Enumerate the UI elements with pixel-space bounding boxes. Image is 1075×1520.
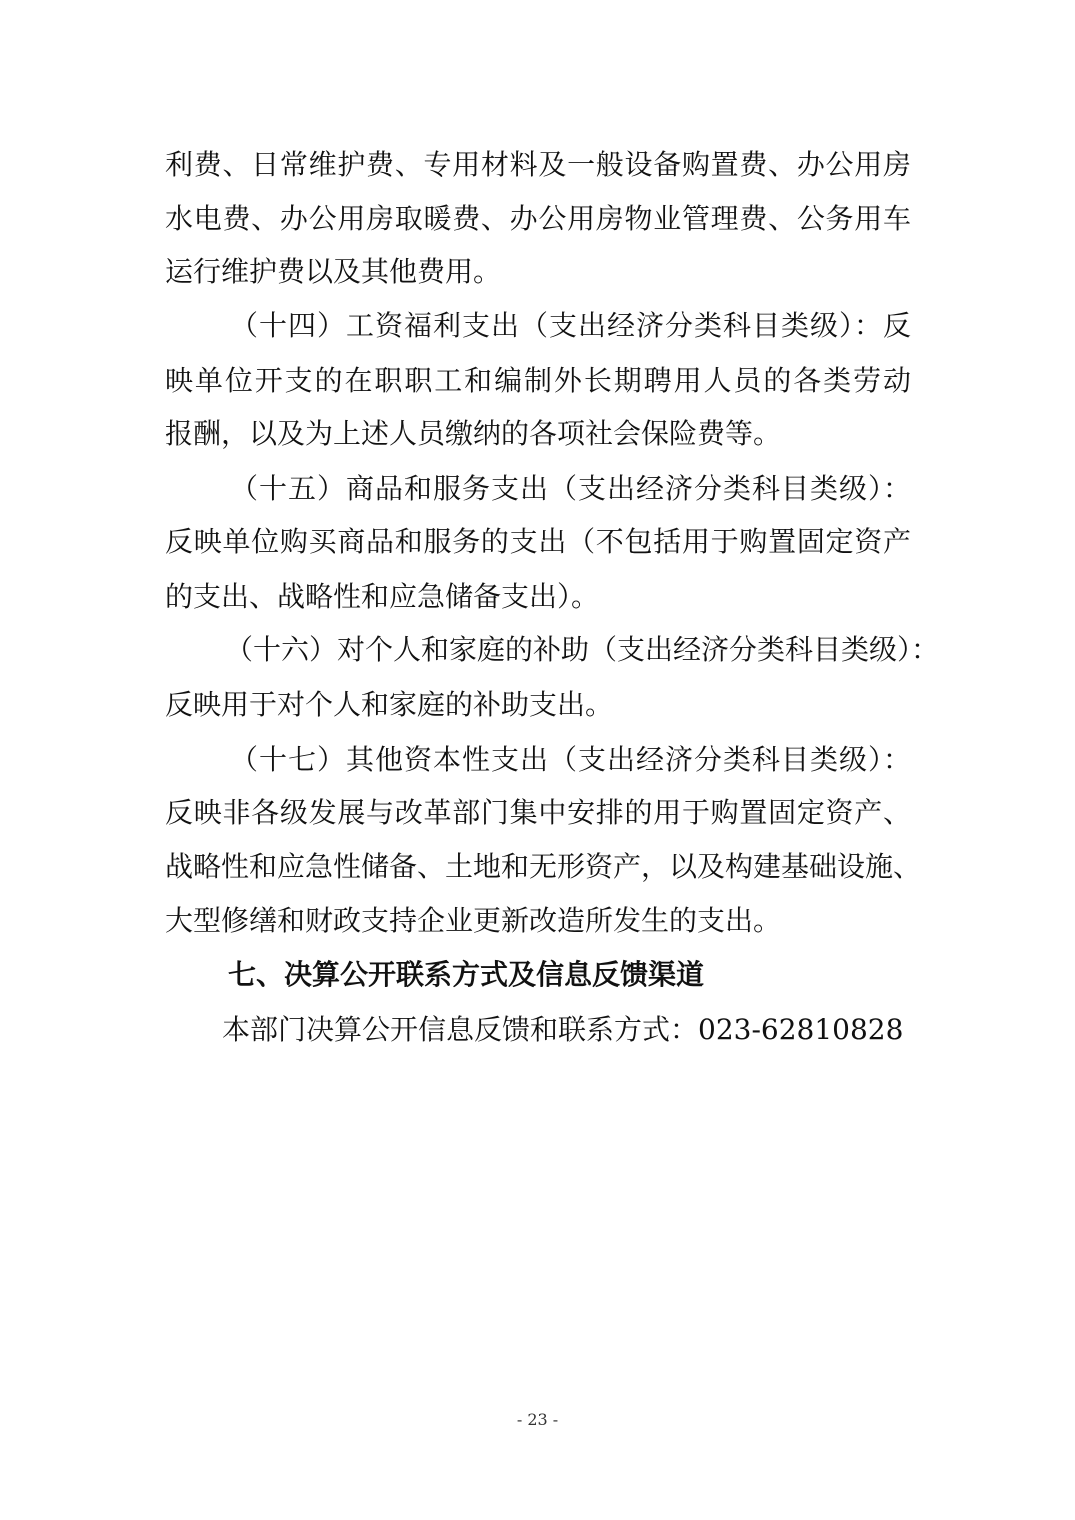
body-text-line: （十六）对个人和家庭的补助（支出经济分类科目类级）： — [225, 633, 940, 666]
body-text-line: 水电费、办公用房取暖费、办公用房物业管理费、公务用车 — [165, 202, 911, 235]
body-text-line: （十四）工资福利支出（支出经济分类科目类级）：反 — [230, 309, 911, 342]
body-text-line: （十七）其他资本性支出（支出经济分类科目类级）： — [230, 743, 911, 776]
body-text-line: 运行维护费以及其他费用。 — [165, 255, 502, 288]
body-text-line: 反映非各级发展与改革部门集中安排的用于购置固定资产、 — [165, 796, 911, 829]
body-text-line: 利费、日常维护费、专用材料及一般设备购置费、办公用房 — [165, 148, 911, 181]
contact-line: 本部门决算公开信息反馈和联系方式：023-62810828 — [222, 1013, 904, 1046]
body-text-line: 映单位开支的在职职工和编制外长期聘用人员的各类劳动 — [165, 364, 911, 397]
body-text-line: 大型修缮和财政支持企业更新改造所发生的支出。 — [165, 904, 782, 937]
body-text-line: 反映用于对个人和家庭的补助支出。 — [165, 688, 614, 721]
body-text-line: （十五）商品和服务支出（支出经济分类科目类级）： — [230, 472, 911, 505]
page-number: - 23 - — [516, 1410, 559, 1429]
body-text-line: 的支出、战略性和应急储备支出）。 — [165, 580, 600, 613]
section-heading: 七、决算公开联系方式及信息反馈渠道 — [228, 958, 705, 991]
body-text-line: 报酬，以及为上述人员缴纳的各项社会保险费等。 — [165, 417, 782, 450]
body-text-line: 反映单位购买商品和服务的支出（不包括用于购置固定资产 — [165, 525, 911, 558]
body-text-line: 战略性和应急性储备、土地和无形资产，以及构建基础设施、 — [165, 850, 922, 883]
